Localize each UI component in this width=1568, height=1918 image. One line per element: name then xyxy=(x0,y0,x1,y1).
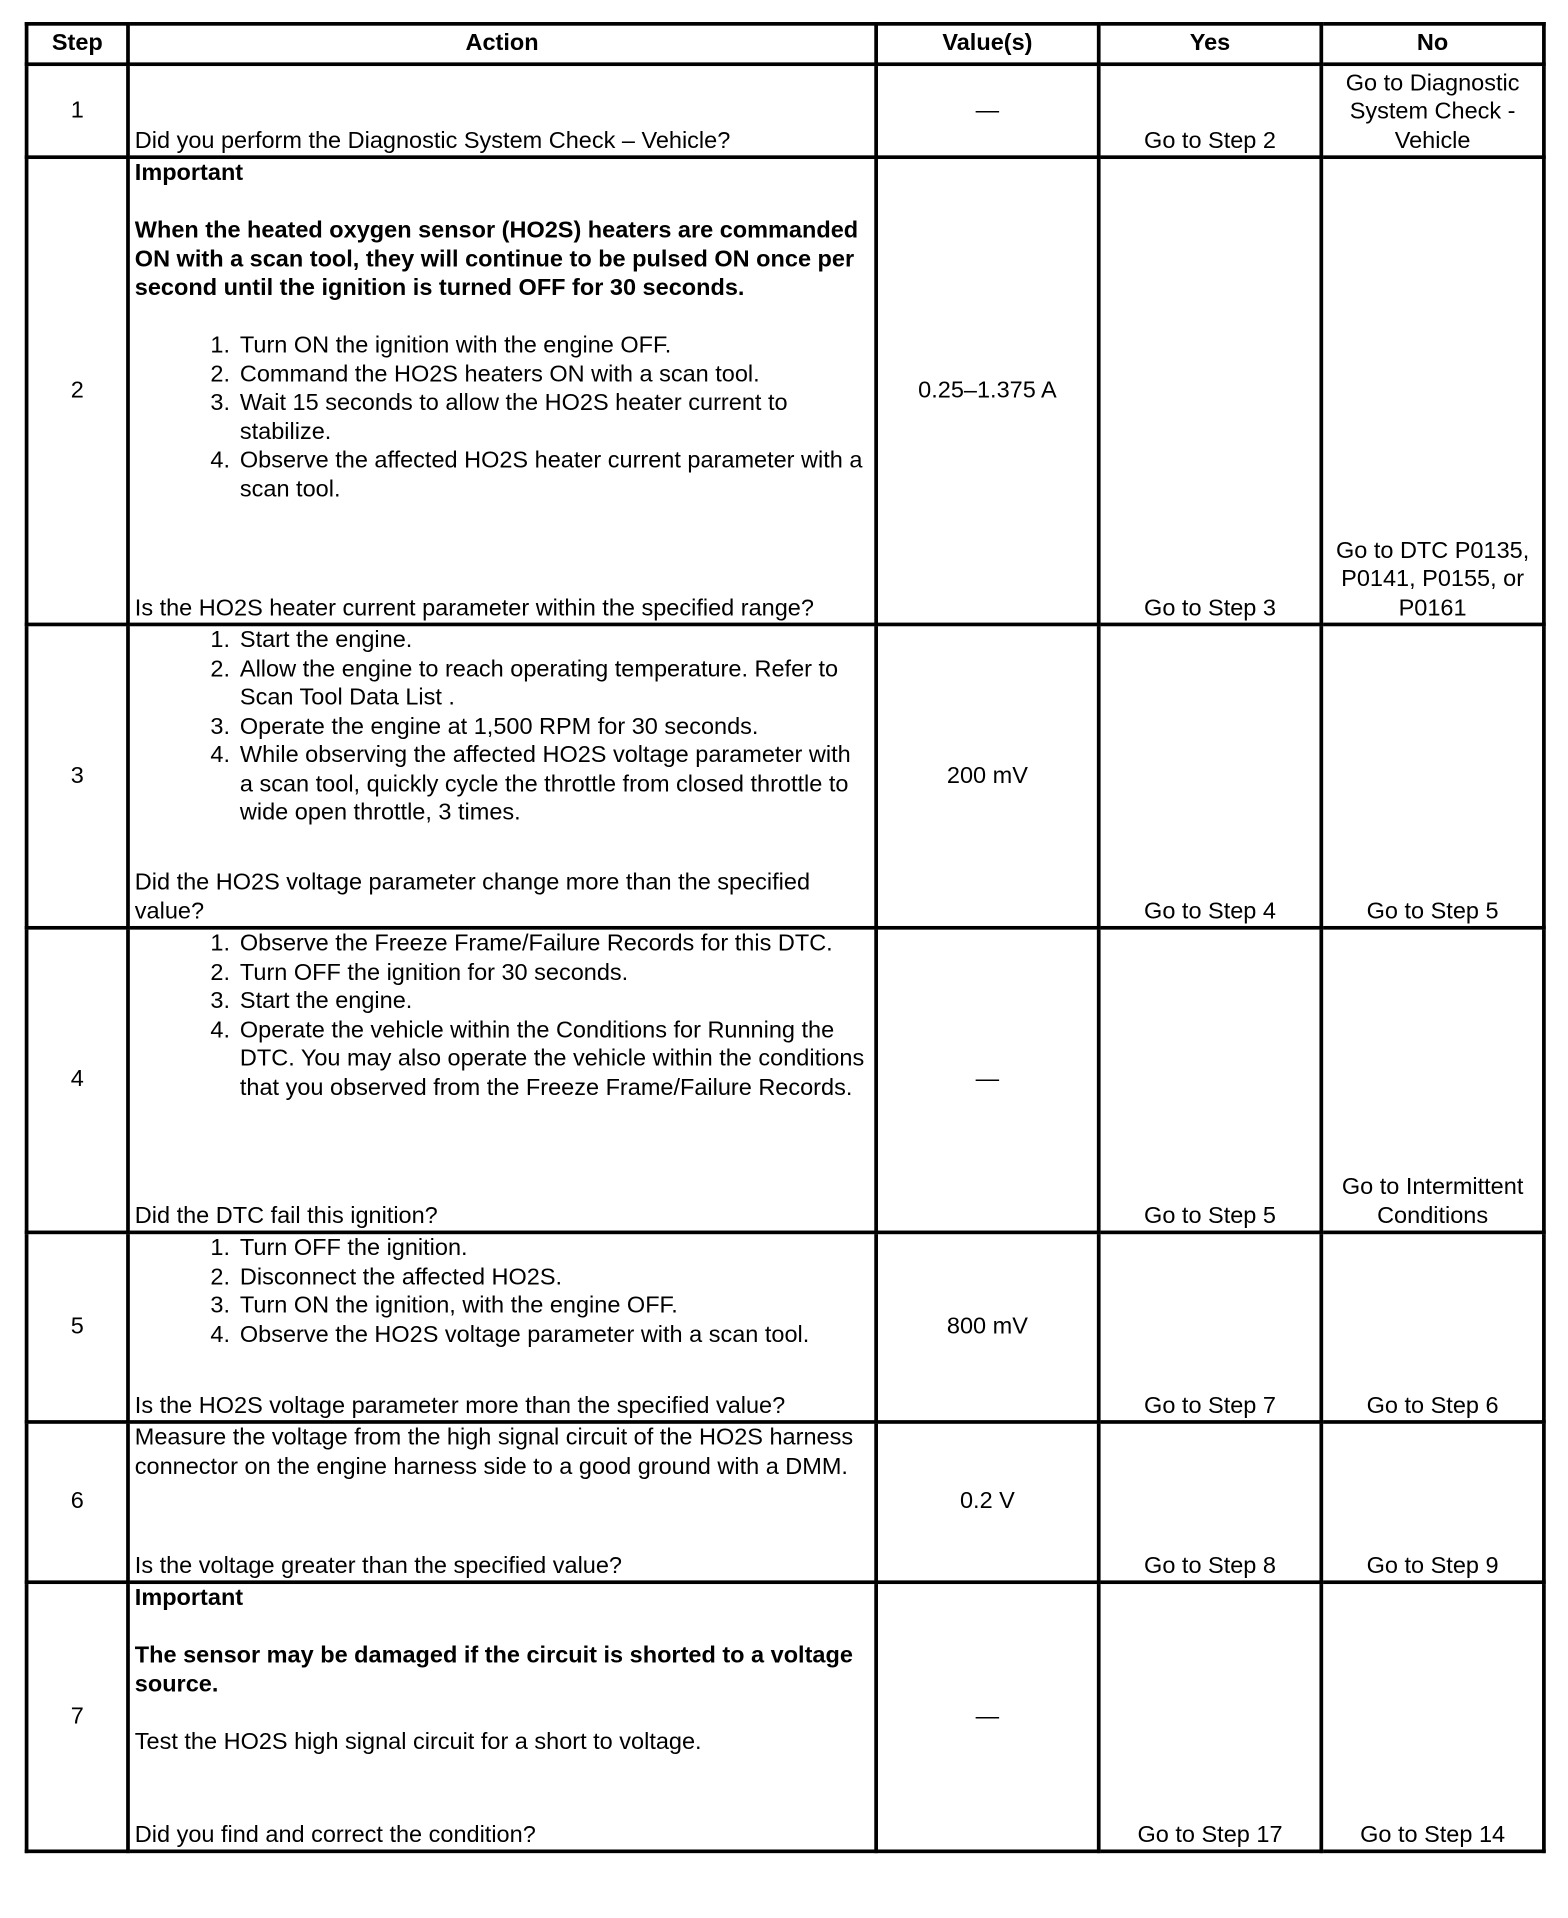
header-no: No xyxy=(1321,24,1544,64)
procedure-item: 1. Start the engine. xyxy=(210,627,413,654)
action-text: Test the HO2S high signal circuit for a short to voltage. xyxy=(134,1728,702,1755)
no-link[interactable]: Go to Diagnostic System Check - Vehicle xyxy=(1321,64,1544,157)
diagnostic-table xyxy=(25,22,1546,1853)
value-cell: 800 mV xyxy=(876,1232,1099,1422)
header-action: Action xyxy=(128,24,876,64)
action-question: Did the DTC fail this ignition? xyxy=(134,1203,438,1229)
no-link[interactable]: Go to DTC P0135, P0141, P0155, or P0161 xyxy=(1321,157,1544,624)
action-question: Is the HO2S voltage parameter more than the specified value? xyxy=(134,1392,786,1419)
action-cell xyxy=(128,1582,876,1851)
yes-link[interactable]: Go to Step 2 xyxy=(1099,64,1322,157)
no-link[interactable]: Go to Intermittent Conditions xyxy=(1321,928,1544,1233)
header-yes: Yes xyxy=(1099,24,1322,64)
no-link[interactable]: Go to Step 5 xyxy=(1321,624,1544,927)
action-question: Did the HO2S voltage parameter change more than the specified value? xyxy=(134,869,811,925)
procedure-item: 1. Turn ON the ignition with the engine OFF. xyxy=(210,332,672,359)
procedure-item: 2. Allow the engine to reach operating temperature. Refer to Scan Tool Data List . xyxy=(210,656,839,711)
yes-link[interactable]: Go to Step 3 xyxy=(1099,157,1322,624)
procedure-item: 3. Operate the engine at 1,500 RPM for 30 seconds. xyxy=(210,713,759,740)
procedure-list xyxy=(135,930,870,1102)
yes-link[interactable]: Go to Step 5 xyxy=(1099,928,1322,1233)
step-number: 6 xyxy=(27,1422,128,1582)
table-row xyxy=(27,1232,1544,1422)
action-cell xyxy=(128,1232,876,1422)
action-cell xyxy=(128,1422,876,1582)
action-cell xyxy=(128,64,876,157)
table-row xyxy=(27,1422,1544,1582)
procedure-item: 2. Command the HO2S heaters ON with a scan tool. xyxy=(210,361,760,388)
action-question: Is the HO2S heater current parameter within the specified range? xyxy=(134,595,814,621)
important-note: The sensor may be damaged if the circuit is shorted to a voltage source. xyxy=(134,1642,853,1698)
step-number: 5 xyxy=(27,1232,128,1422)
procedure-item: 3. Turn ON the ignition, with the engine OFF. xyxy=(210,1292,678,1319)
procedure-item: 3. Start the engine. xyxy=(210,988,413,1015)
step-number: 3 xyxy=(27,624,128,927)
procedure-item: 3. Wait 15 seconds to allow the HO2S heater current to stabilize. xyxy=(210,390,788,445)
no-link[interactable]: Go to Step 9 xyxy=(1321,1422,1544,1582)
action-question: Did you perform the Diagnostic System Check – Vehicle? xyxy=(134,127,731,154)
action-cell xyxy=(128,928,876,1233)
value-cell: 200 mV xyxy=(876,624,1099,927)
value-cell: 0.25–1.375 A xyxy=(876,157,1099,624)
procedure-item: 4. While observing the affected HO2S voltage parameter with a scan tool, quickly cycle the throttle from closed throttle to wide open throttle, 3 times. xyxy=(210,742,851,826)
important-label: Important xyxy=(134,160,244,186)
yes-link[interactable]: Go to Step 17 xyxy=(1099,1582,1322,1851)
procedure-item: 4. Operate the vehicle within the Conditions for Running the DTC. You may also operate the vehicle within the conditions that you observed from the Freeze Frame/Failure Records. xyxy=(210,1017,865,1101)
action-cell xyxy=(128,624,876,927)
important-note: When the heated oxygen sensor (HO2S) heaters are commanded ON with a scan tool, they will continue to be pulsed ON once per second until the ignition is turned OFF for 30 seconds. xyxy=(134,217,859,301)
action-text: Measure the voltage from the high signal circuit of the HO2S harness connector on the engine harness side to a good ground with a DMM. xyxy=(134,1425,854,1480)
yes-link[interactable]: Go to Step 4 xyxy=(1099,624,1322,927)
no-link[interactable]: Go to Step 14 xyxy=(1321,1582,1544,1851)
step-number: 4 xyxy=(27,928,128,1233)
procedure-item: 4. Observe the affected HO2S heater current parameter with a scan tool. xyxy=(210,447,863,503)
action-question: Did you find and correct the condition? xyxy=(134,1821,536,1848)
procedure-list xyxy=(135,1234,870,1349)
action-cell xyxy=(128,157,876,624)
table-row xyxy=(27,1582,1544,1851)
value-cell: — xyxy=(876,928,1099,1233)
step-number: 1 xyxy=(27,64,128,157)
table-row xyxy=(27,928,1544,1233)
procedure-item: 4. Observe the HO2S voltage parameter with a scan tool. xyxy=(210,1321,810,1348)
procedure-item: 2. Disconnect the affected HO2S. xyxy=(210,1264,563,1290)
procedure-list xyxy=(135,331,870,503)
header-step: Step xyxy=(27,24,128,64)
table-row xyxy=(27,624,1544,927)
action-question: Is the voltage greater than the specified value? xyxy=(134,1552,622,1579)
value-cell: — xyxy=(876,1582,1099,1851)
value-cell: 0.2 V xyxy=(876,1422,1099,1582)
procedure-item: 2. Turn OFF the ignition for 30 seconds. xyxy=(210,959,629,986)
step-number: 7 xyxy=(27,1582,128,1851)
step-number: 2 xyxy=(27,157,128,624)
table-row xyxy=(27,64,1544,157)
procedure-item: 1. Observe the Freeze Frame/Failure Records for this DTC. xyxy=(210,930,833,957)
no-link[interactable]: Go to Step 6 xyxy=(1321,1232,1544,1422)
yes-link[interactable]: Go to Step 8 xyxy=(1099,1422,1322,1582)
important-label: Important xyxy=(134,1585,244,1611)
header-values: Value(s) xyxy=(876,24,1099,64)
table-row xyxy=(27,157,1544,624)
value-cell: — xyxy=(876,64,1099,157)
yes-link[interactable]: Go to Step 7 xyxy=(1099,1232,1322,1422)
procedure-list xyxy=(135,626,870,827)
procedure-item: 1. Turn OFF the ignition. xyxy=(210,1235,468,1262)
